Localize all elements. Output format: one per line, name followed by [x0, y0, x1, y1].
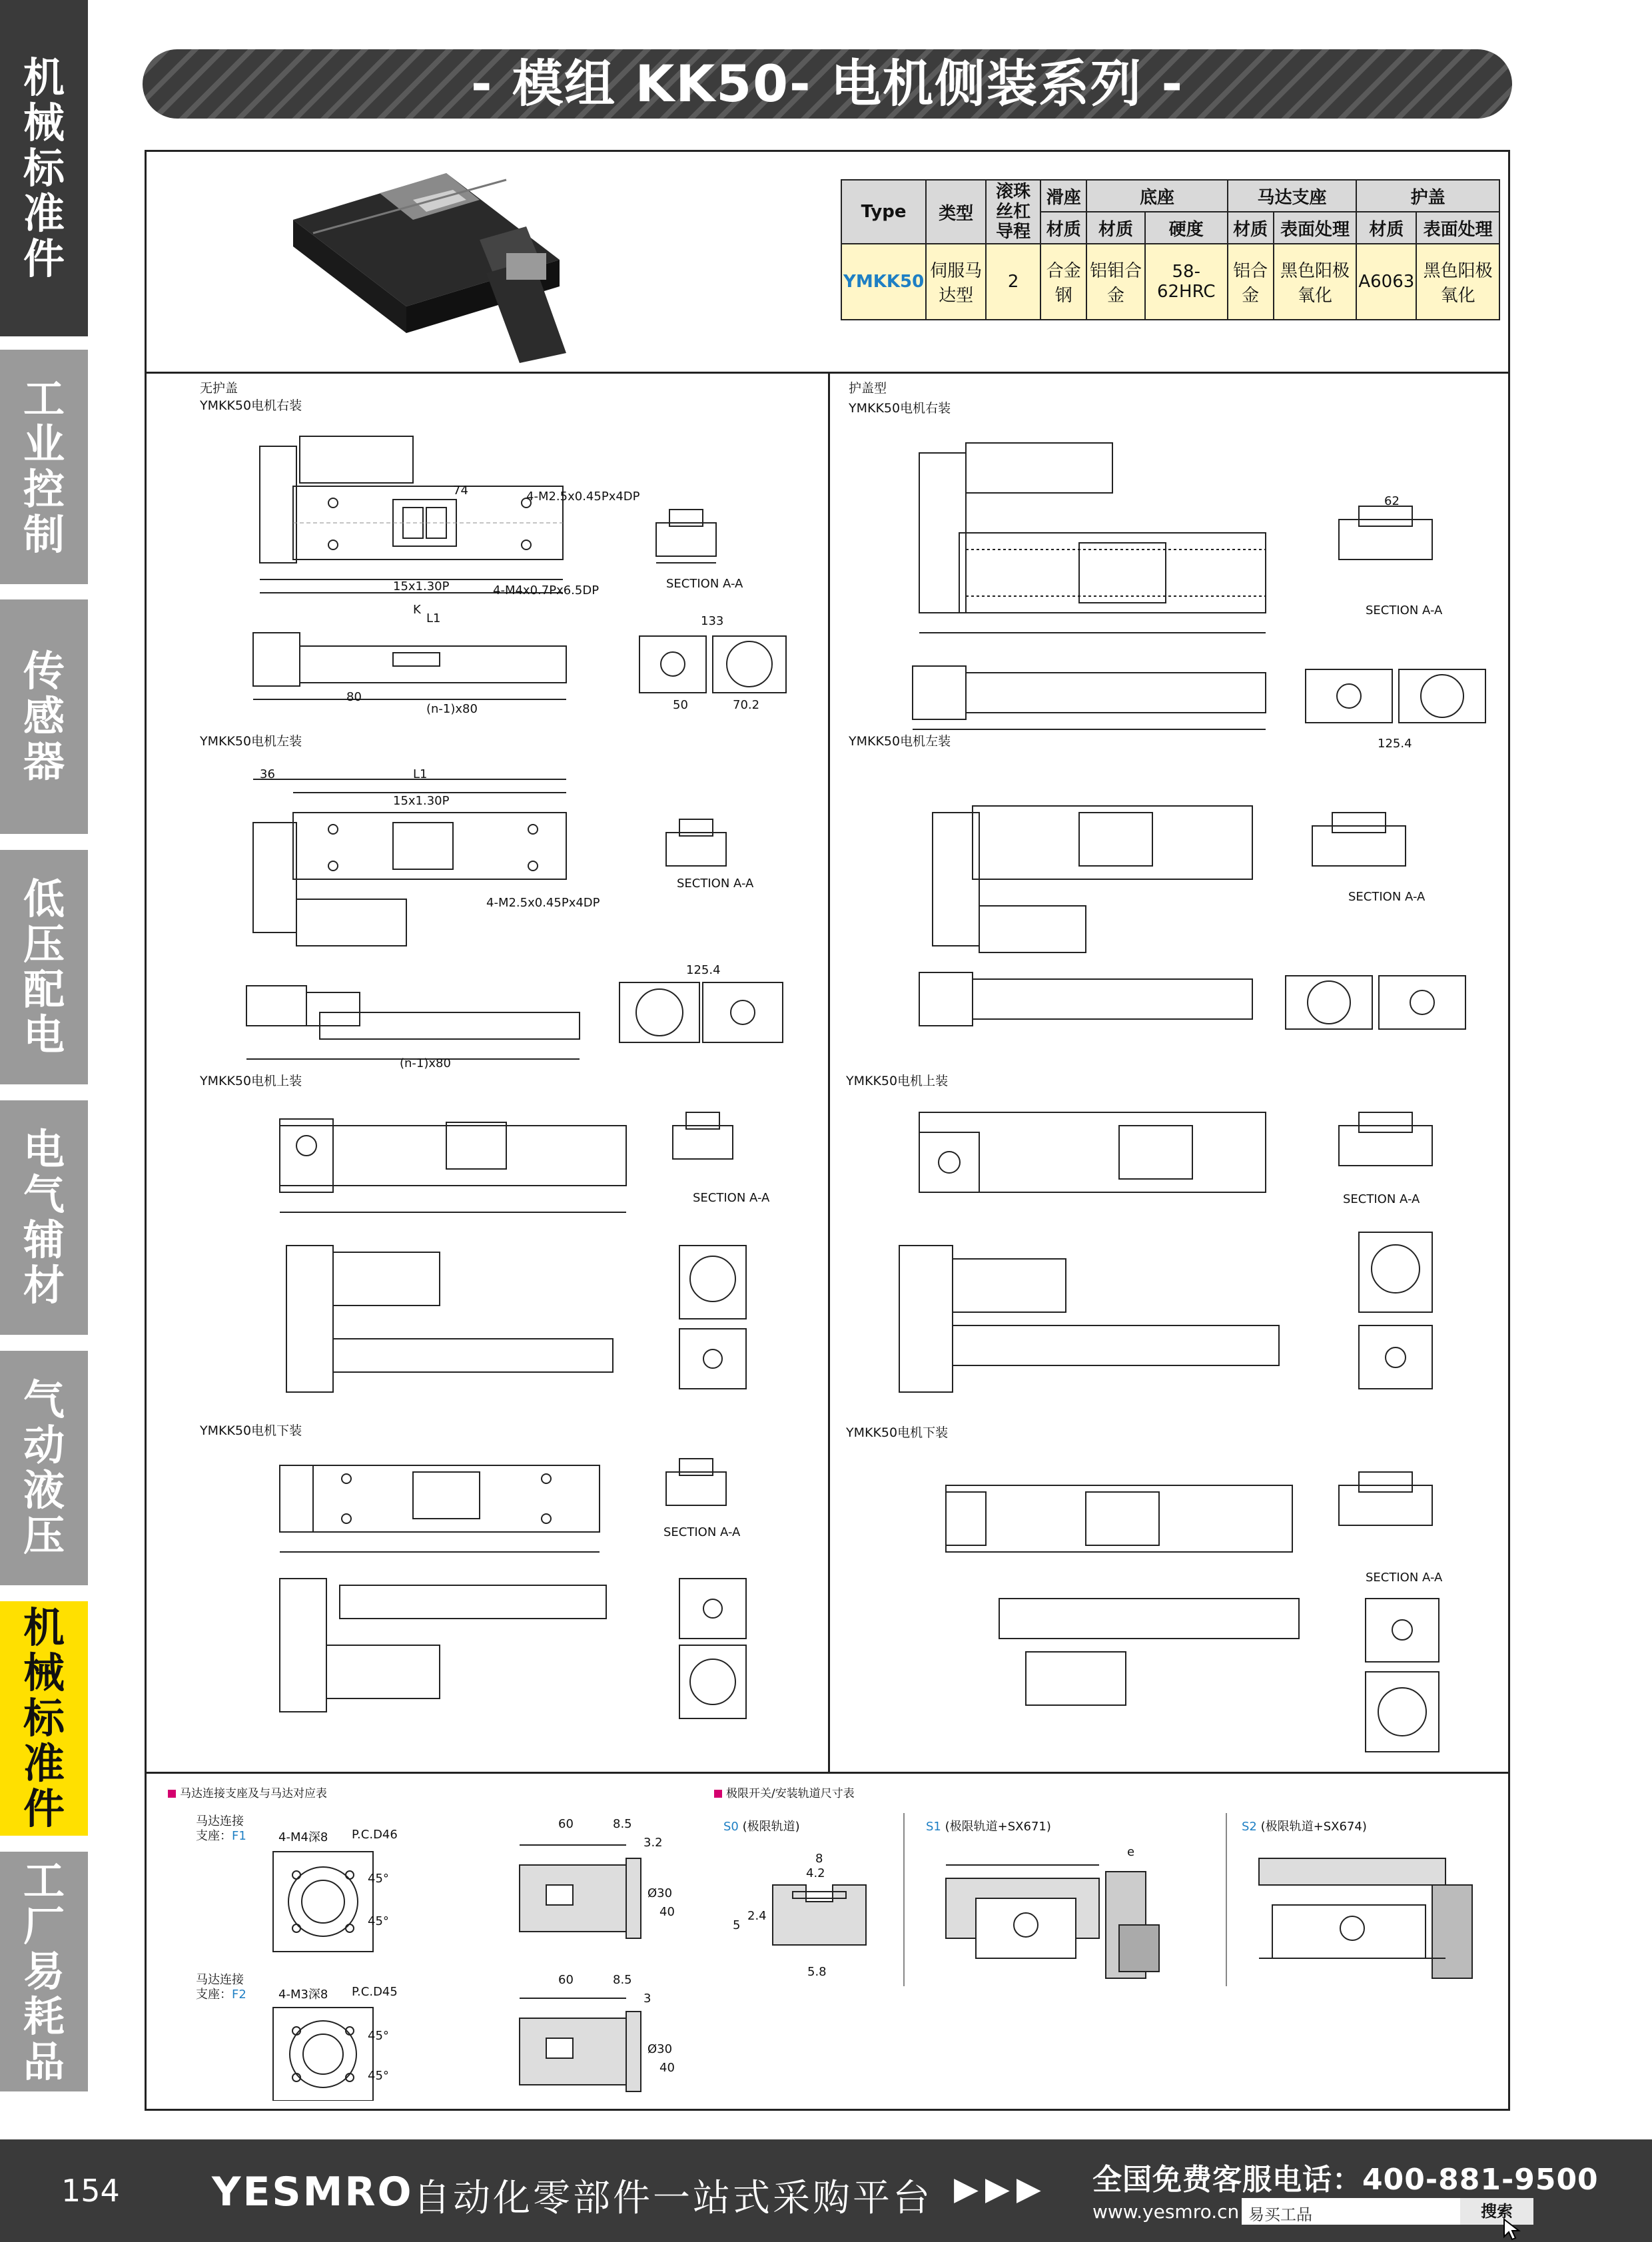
cell-base-material: 铝钼合金: [1086, 244, 1145, 320]
dim-m2: 4-M2.5x0.45Px4DP: [486, 896, 600, 910]
dim-m2: 4-M2.5x0.45Px4DP: [526, 490, 640, 504]
drawing-right-side-view: [240, 619, 586, 713]
drawing-cover-top-mount-view: [906, 1092, 1279, 1212]
dim-n80: (n-1)x80: [400, 1056, 451, 1070]
search-box[interactable]: [1242, 2198, 1533, 2225]
drawing-label: YMKK50电机下装: [200, 1423, 302, 1438]
f1-seat: 支座：F1: [196, 1829, 246, 1843]
dim-80: 80: [346, 690, 362, 704]
drawing-bottom-mount-view: [266, 1439, 626, 1565]
section-label: SECTION A-A: [1366, 603, 1443, 617]
brand-logo: YESMRO: [212, 2169, 414, 2215]
cell-lead: 2: [986, 244, 1040, 320]
divider: [145, 1772, 1510, 1774]
sub-material: 材质: [1356, 212, 1416, 244]
drawing-left-top-view: [226, 759, 600, 972]
drawing-top-mount-view: [266, 1092, 639, 1226]
angle-label: 45°: [368, 1914, 389, 1928]
drawing-section-aa: [646, 496, 726, 576]
section-label: SECTION A-A: [1348, 890, 1426, 904]
drawing-bottom-mount-end: [666, 1572, 759, 1732]
search-button[interactable]: 搜索: [1460, 2198, 1533, 2225]
product-photo: [286, 160, 566, 366]
dim-3: 3: [643, 1992, 651, 2006]
sub-material: 材质: [1228, 212, 1274, 244]
page-title: - 模组 KK50- 电机侧装系列 -: [470, 54, 1184, 113]
s0-label: S0 (极限轨道): [723, 1820, 800, 1834]
f1-label: 马达连接: [196, 1814, 244, 1828]
drawing-cover-left-top-view: [919, 766, 1292, 966]
sub-material: 材质: [1086, 212, 1145, 244]
drawing-section-aa: [659, 1106, 793, 1179]
bullet-icon: [168, 1790, 176, 1798]
drawing-section-aa: [1332, 1459, 1446, 1539]
drawing-label: YMKK50电机上装: [200, 1074, 302, 1088]
dim-k: K: [413, 603, 421, 617]
f2-seat: 支座：F2: [196, 1988, 246, 2002]
drawing-cover-left-side: [913, 966, 1272, 1059]
sidebar-item-consumables[interactable]: 工厂易耗品: [0, 1852, 88, 2091]
dim-8-5: 8.5: [613, 1973, 632, 1987]
arrow-icons: ▶▶▶: [954, 2170, 1048, 2207]
sidebar-item-industrial-control[interactable]: 工业控制: [0, 350, 88, 584]
drawing-cover-right-top-view: [879, 433, 1279, 646]
category-sidebar: [0, 0, 88, 2091]
sidebar-item-low-voltage[interactable]: 低压配电: [0, 850, 88, 1084]
motor-seat-title: 马达连接支座及与马达对应表: [168, 1784, 327, 1800]
dim-3-2: 3.2: [643, 1836, 663, 1850]
bullet-icon: [714, 1790, 722, 1798]
drawing-label: YMKK50电机左装: [200, 734, 302, 749]
page-header-banner: [143, 49, 1512, 119]
drawing-section-aa: [653, 1452, 773, 1525]
search-input[interactable]: 易买工品: [1248, 2205, 1312, 2224]
spec-table: [841, 179, 1500, 320]
dim-4-2: 4.2: [806, 1866, 825, 1880]
sidebar-item-pneumatic[interactable]: 气动液压: [0, 1351, 88, 1585]
col-kind: 类型: [926, 180, 986, 244]
dim-133: 133: [701, 614, 724, 628]
cell-kind: 伺服马达型: [926, 244, 986, 320]
cell-cover-surface: 黑色阳极氧化: [1416, 244, 1499, 320]
cell-base-hardness: 58-62HRC: [1145, 244, 1228, 320]
section-label: SECTION A-A: [693, 1191, 770, 1205]
drawing-label: YMKK50电机右装: [200, 398, 302, 413]
cell-cover-material: A6063: [1356, 244, 1416, 320]
divider: [828, 372, 830, 1772]
drawing-label: YMKK50电机右装: [849, 401, 951, 416]
col-type: Type: [841, 180, 926, 244]
dim-2-4: 2.4: [747, 1909, 767, 1923]
cell-motor-surface: 黑色阳极氧化: [1274, 244, 1357, 320]
dim-e: e: [1127, 1845, 1135, 1859]
slogan: 自动化零部件一站式采购平台: [413, 2177, 933, 2220]
drawing-label: YMKK50电机左装: [849, 734, 951, 749]
f1-holes: 4-M4深8: [278, 1830, 328, 1844]
website-url[interactable]: www.yesmro.cn: [1092, 2201, 1240, 2223]
drawing-bottom-mount-side: [260, 1572, 633, 1718]
divider: [145, 372, 1510, 374]
s1-drawing: [939, 1845, 1219, 1985]
drawing-section-aa: [1306, 799, 1419, 879]
footer: [0, 2139, 1652, 2242]
cell-motor-material: 铝合金: [1228, 244, 1274, 320]
divider: [1226, 1813, 1227, 1986]
f2-pcd: P.C.D45: [352, 1985, 398, 1999]
section-label: SECTION A-A: [666, 577, 743, 591]
f1-pcd: P.C.D46: [352, 1828, 398, 1842]
cell-type: YMKK50: [841, 244, 926, 320]
sidebar-item-electrical[interactable]: 电气辅材: [0, 1100, 88, 1335]
s2-label: S2 (极限轨道+SX674): [1242, 1820, 1367, 1834]
dim-pitch: 15x1.30P: [393, 579, 450, 593]
drawing-cover-top-mount-end: [1346, 1226, 1446, 1399]
drawing-cover-bottom-mount-end: [1352, 1592, 1452, 1765]
dim-m4: 4-M4x0.7Px6.5DP: [493, 583, 600, 597]
drawing-left-end-view: [613, 969, 793, 1062]
sub-surface: 表面处理: [1416, 212, 1499, 244]
drawing-top-mount-side: [253, 1239, 626, 1399]
angle-label: 45°: [368, 2029, 389, 2043]
dim-60: 60: [558, 1817, 574, 1831]
divider: [903, 1813, 905, 1986]
dim-40: 40: [659, 2061, 675, 2075]
drawing-label: YMKK50电机下装: [846, 1425, 949, 1440]
page-number: 154: [61, 2173, 120, 2209]
sidebar-item-sensor[interactable]: 传感器: [0, 599, 88, 834]
grp-base: 底座: [1086, 180, 1227, 212]
section-label: SECTION A-A: [677, 877, 754, 891]
dim-phi30: Ø30: [647, 2042, 673, 2056]
cursor-icon: [1503, 2218, 1523, 2241]
angle-label: 45°: [368, 2069, 389, 2083]
dim-l1: L1: [413, 767, 428, 781]
angle-label: 45°: [368, 1872, 389, 1886]
s2-drawing: [1252, 1845, 1479, 1985]
sub-hardness: 硬度: [1145, 212, 1228, 244]
dim-5: 5: [733, 1918, 741, 1932]
section-label: SECTION A-A: [1343, 1192, 1420, 1206]
section-label: SECTION A-A: [1366, 1571, 1443, 1585]
grp-slide: 滑座: [1040, 180, 1086, 212]
grp-cover: 护盖: [1356, 180, 1499, 212]
sidebar-item-mechanical-active[interactable]: 机械标准件: [0, 1601, 88, 1836]
drawing-cover-right-side: [906, 659, 1279, 739]
drawing-right-end-view: [633, 623, 793, 709]
hotline: 全国免费客服电话：400-881-9500: [1092, 2163, 1599, 2197]
f2-holes: 4-M3深8: [278, 1988, 328, 2002]
drawing-cover-bottom-mount-side: [933, 1592, 1332, 1738]
dim-n80: (n-1)x80: [426, 702, 478, 716]
s1-label: S1 (极限轨道+SX671): [926, 1820, 1051, 1834]
dim-8-5: 8.5: [613, 1817, 632, 1831]
drawing-cover-top-mount-side: [886, 1239, 1299, 1399]
left-col-title: 无护盖: [200, 381, 238, 396]
drawing-section-aa: [659, 813, 739, 879]
sub-surface: 表面处理: [1274, 212, 1357, 244]
drawing-cover-left-end: [1279, 969, 1479, 1049]
dim-125-4: 125.4: [1378, 737, 1412, 751]
drawing-label: YMKK50电机上装: [846, 1074, 949, 1088]
grp-motor: 马达支座: [1228, 180, 1357, 212]
dim-40: 40: [659, 1905, 675, 1919]
dim-phi30: Ø30: [647, 1886, 673, 1900]
limit-switch-title: 极限开关/安装轨道尺寸表: [714, 1784, 855, 1800]
dim-36: 36: [260, 767, 275, 781]
dim-pitch: 15x1.30P: [393, 794, 450, 808]
col-lead: 滚珠丝杠导程: [986, 180, 1040, 244]
f2-label: 马达连接: [196, 1973, 244, 1987]
sidebar-item-mechanical[interactable]: 机械标准件: [0, 0, 88, 336]
f1-front-view: [266, 1845, 380, 1958]
dim-74: 74: [453, 484, 468, 498]
dim-5-8: 5.8: [807, 1965, 827, 1979]
dim-60: 60: [558, 1973, 574, 1987]
right-col-title: 护盖型: [849, 381, 887, 396]
dim-125-2: 125.4: [686, 963, 721, 977]
dim-l1: L1: [426, 611, 441, 625]
drawing-cover-bottom-mount-view: [939, 1445, 1299, 1579]
dim-70-2: 70.2: [733, 698, 760, 712]
dim-8: 8: [815, 1852, 823, 1866]
drawing-section-aa: [1332, 1099, 1446, 1186]
dim-62: 62: [1384, 494, 1400, 508]
section-label: SECTION A-A: [663, 1525, 741, 1539]
drawing-cover-right-end: [1299, 663, 1499, 743]
sub-material: 材质: [1040, 212, 1086, 244]
f2-front-view: [266, 2001, 380, 2101]
dim-50: 50: [673, 698, 688, 712]
drawing-top-mount-end: [666, 1239, 759, 1399]
cell-slide-material: 合金钢: [1040, 244, 1086, 320]
